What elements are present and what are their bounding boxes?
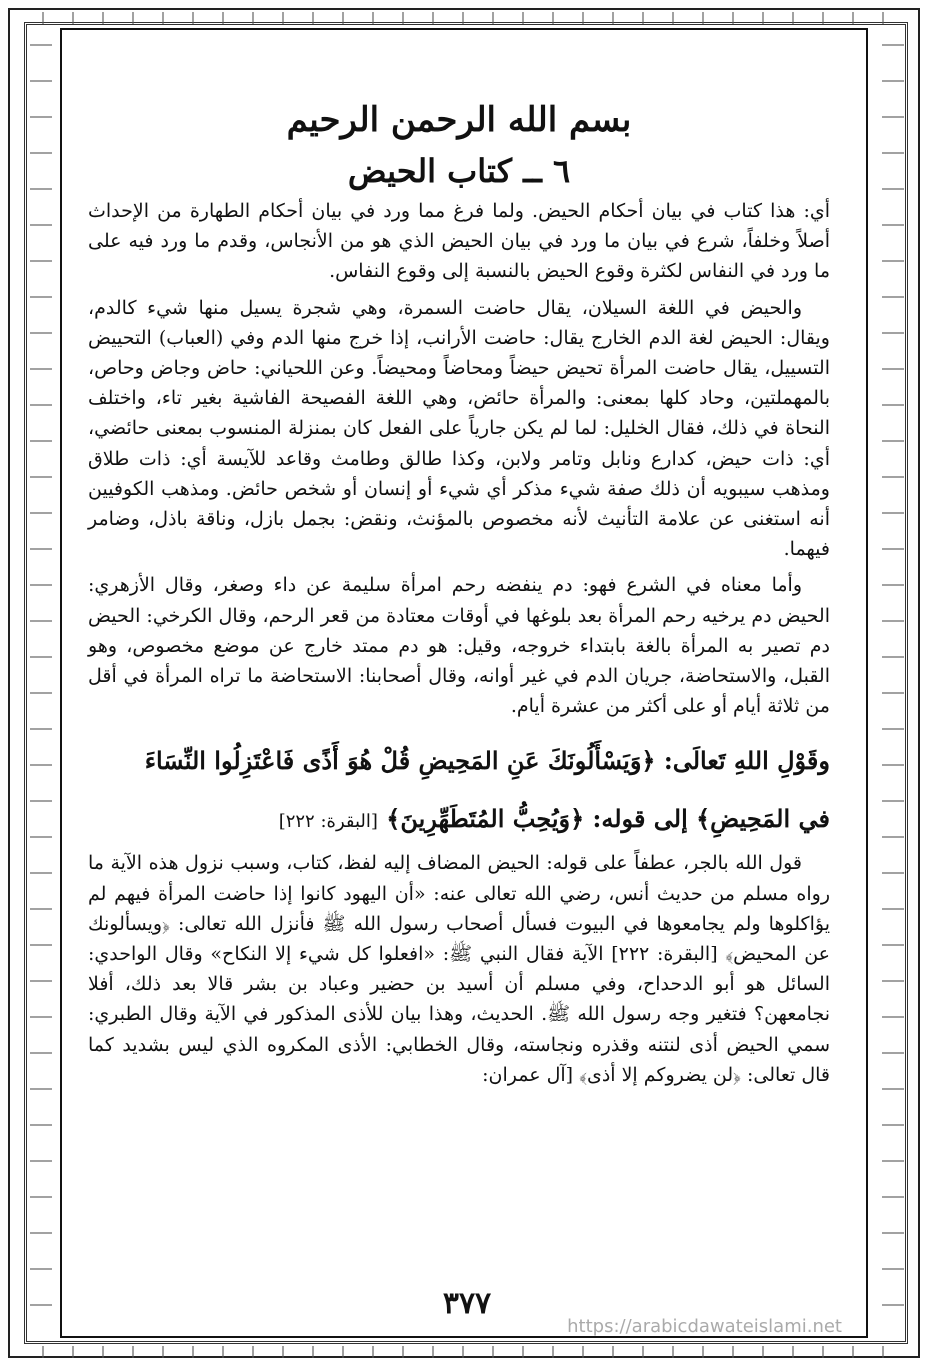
verse-reference: [البقرة: ٢٢٢]	[278, 811, 378, 833]
paragraph-commentary: قول الله بالجر، عطفاً على قوله: الحيض المضاف إليه لفظ، كتاب، وسبب نزول هذه الآية ما رواه مسلم من حديث أنس، رضي الله تعالى عنه: «أن اليهود كانوا إذا حاضت المرأة فيهم لم يؤاكلوها ولم يجامعوها في البيوت فسأل أصحاب رسول الله ﷺ فأنزل الله تعالى: ﴿ويسألونك عن المحيض﴾ [البقرة: ٢٢٢] الآية فقال النبي ﷺ: «افعلوا كل شيء إلا النكاح» وقال الواحدي: السائل هو أبو الدحداح، وفي مسلم أن أسيد بن حضير وعباد بن بشر قالا بعد ذلك، أفلا نجامعهن؟ فتغير وجه رسول الله ﷺ. الحديث، وهذا بيان للأذى المذكور في الآية وقال الطبري: سمي الحيض أذى لنتنه وقذره ونجاسته، وقال الخطابي: الأذى المكروه الذي ليس بشديد كما قال تعالى: ﴿لن يضروكم إلا أذى﴾ [آل عمران:	[88, 852, 830, 1086]
left-chain-ornament	[30, 30, 52, 1330]
page-content	[88, 98, 830, 1090]
verse-line-2-text: في المَحِيضِ﴾ إلى قوله: ﴿وَيُحِبُّ المُتَطَهِّرِينَ﴾	[386, 804, 830, 834]
top-chain-ornament	[30, 12, 904, 24]
watermark-url: https://arabicdawateislami.net	[567, 1316, 842, 1337]
right-chain-ornament	[882, 30, 904, 1330]
basmala-heading: بسم الله الرحمن الرحيم	[286, 100, 632, 140]
paragraph-legal-meaning: وأما معناه في الشرع فهو: دم ينفضه رحم امرأة سليمة عن داء وصغر، وقال الأزهري: الحيض دم يرخيه رحم المرأة بعد بلوغها في أوقات معتادة من قعر الرحم، وقال الكرخي: الحيض دم تصير به المرأة بالغة بابتداء خروجه، وقيل: هو دم ممتد خارج عن موضع مخصوص، وهو القبل، والاستحاضة، جريان الدم في غير أوانه، وقال أصحابنا: الاستحاضة ما تراه المرأة في أقل من ثلاثة أيام أو على أكثر من عشرة أيام.	[88, 574, 830, 718]
verse-line-1: وقَوْلِ اللهِ تَعالَى: ﴿وَيَسْأَلُونَكَ عَنِ المَحِيضِ قُلْ هُوَ أَذًى فَاعْتَزِلُوا النِّسَاءَ	[144, 746, 830, 776]
paragraph-intro: أي: هذا كتاب في بيان أحكام الحيض. ولما فرغ مما ورد في بيان أحكام الطهارة من الإحداث أصلاً وخلفاً، شرع في بيان ما ورد في بيان الحيض الذي هو من الأنجاس، وقدم ما ورد فيه على ما ورد في النفاس لكثرة وقوع الحيض بالنسبة إلى وقوع النفاس.	[88, 200, 830, 283]
bottom-chain-ornament	[30, 1346, 904, 1358]
paragraph-linguistic-meaning: والحيض في اللغة السيلان، يقال حاضت السمرة، وهي شجرة يسيل منها شيء كالدم، ويقال: الحيض لغة الدم الخارج يقال: حاضت الأرانب، إذا خرج منها الدم وفي (العباب) التحييض التسييل، يقال حاضت المرأة تحيض حيضاً ومحاضاً ومحيضاً. وعن اللحياني: حاض وجاض وحاص، بالمهملتين، وحاد كلها بمعنى: والمرأة حائض، وهي اللغة الفصيحة الفاشية بغير تاء، واختلف النحاة في ذلك، فقال الخليل: لما لم يكن جارياً على الفعل كان بمنزلة المنسوب بمعنى حائضي، أي: ذات حيض، كدارع ونابل وتامر ولابن، وكذا طالق وطامث وقاعد للآيسة أي: ذات طلاق ومذهب سيبويه أن ذلك صفة شيء مذكر أي شيء أو إنسان أو شخص حائض. ومذهب الكوفيين أنه استغنى عن علامة التأنيث لأنه مخصوص بالمؤنث، ونقض: بجمل بازل، وناقة باذل، وضامر فيهما.	[88, 296, 830, 561]
chapter-title: ٦ ــ كتاب الحيض	[347, 152, 571, 190]
verse-line-2	[88, 799, 830, 842]
quran-verse-heading	[88, 741, 830, 842]
page-number: ٣٧٧	[442, 1286, 492, 1321]
